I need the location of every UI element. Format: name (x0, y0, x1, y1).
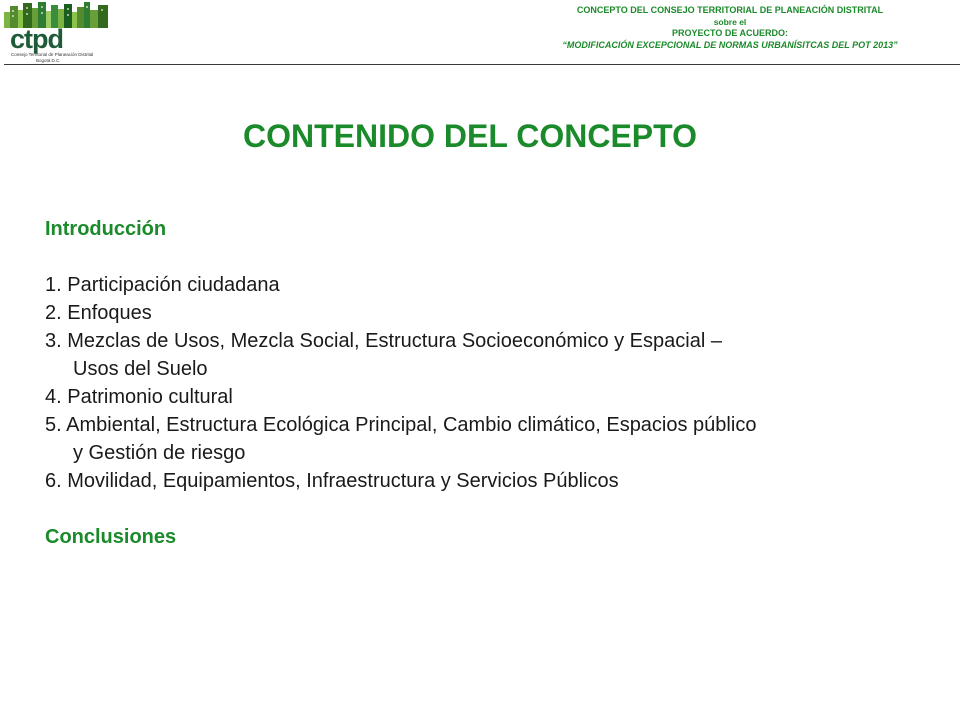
header-line-1: CONCEPTO DEL CONSEJO TERRITORIAL DE PLANEACIÓN DISTRITAL (576, 5, 884, 15)
list-item: 6. Movilidad, Equipamientos, Infraestructura y Servicios Públicos (45, 470, 619, 492)
list-item: 2. Enfoques (45, 302, 152, 324)
logo-subtitle-city: Bogotá D.C. (36, 58, 61, 63)
logo-subtitle: Consejo Territorial de Planeación Distrital (11, 52, 94, 57)
document-header (500, 5, 960, 51)
list-item: 4. Patrimonio cultural (45, 386, 233, 408)
spacer (45, 243, 945, 271)
list-item: 5. Ambiental, Estructura Ecológica Principal, Cambio climático, Espacios público (45, 414, 757, 436)
ctpd-logo (4, 2, 108, 64)
page-title: CONTENIDO DEL CONCEPTO (243, 118, 697, 154)
header-line-3: PROYECTO DE ACUERDO: (671, 28, 788, 38)
contents-list (45, 215, 945, 551)
conclusions-heading: Conclusiones (45, 526, 177, 548)
header-divider (4, 64, 960, 65)
header-line-4: “MODIFICACIÓN EXCEPCIONAL DE NORMAS URBANÍSITCAS DEL POT 2013” (562, 39, 898, 50)
list-item: 1. Participación ciudadana (45, 274, 280, 296)
logo-wordmark: ctpd (10, 24, 63, 54)
list-item-continuation: y Gestión de riesgo (73, 442, 246, 464)
introduction-heading: Introducción (45, 218, 167, 240)
list-item-continuation: Usos del Suelo (73, 358, 208, 380)
header-line-2: sobre el (713, 16, 747, 27)
list-item: 3. Mezclas de Usos, Mezcla Social, Estructura Socioeconómico y Espacial – (45, 330, 722, 352)
spacer (45, 495, 945, 523)
